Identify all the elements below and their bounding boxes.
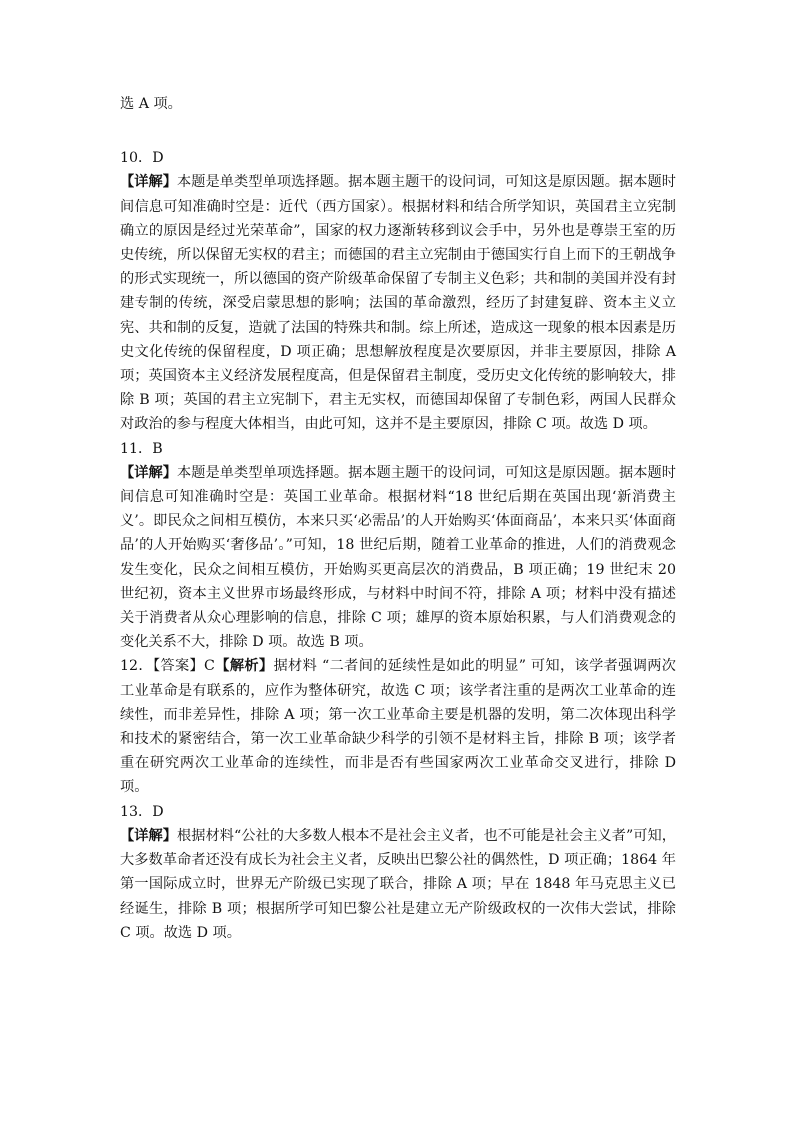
spacer xyxy=(120,116,676,146)
explain-tag: 【详解】 xyxy=(120,464,178,481)
question-12-explanation xyxy=(120,654,676,799)
answer-page xyxy=(120,92,676,945)
explain-text: 根据材料“公社的大多数人根本不是社会主义者，也不可能是社会主义者”可知，大多数革命者还没有成长为社会主义者，反映出巴黎公社的偶然性，D 项正确；1864 年第一国际成立时，世界无产阶级已实现了联合，排除 A 项；早在 1848 年马克思主义已经诞生，排除 B 项；根据所学可知巴黎公社是建立无产阶级政权的一次伟大尝试，排除 C 项。故选 D 项。 xyxy=(120,827,676,941)
question-11-answer: 11．B xyxy=(120,440,163,457)
explain-tag: 【解析】 xyxy=(214,658,274,675)
question-11-explanation xyxy=(120,461,676,655)
answer-fragment: 选 A 项。 xyxy=(120,96,182,112)
explain-tag: 【详解】 xyxy=(120,827,177,844)
question-10-answer: 10．D xyxy=(120,150,164,167)
explain-text: 本题是单类型单项选择题。据本题主题干的设问词，可知这是原因题。据本题时间信息可知准确时空是：近代（西方国家）。根据材料和结合所学知识，英国君主立宪制确立的原因是经过光荣革命”，国家的权力逐渐转移到议会手中，另外也是尊崇王室的历史传统，所以保留无实权的君主；而德国的君主立宪制由于德国实行自上而下的王朝战争的形式实现统一，所以德国的资产阶级革命保留了专制主义色彩；共和制的美国并没有封建专制的传统，深受启蒙思想的影响；法国的革命激烈，经历了封建复辟、资本主义立宪、共和制的反复，造就了法国的特殊共和制。综上所述，造成这一现象的根本因素是历史文化传统的保留程度，D 项正确；思想解放程度是次要原因，并非主要原因，排除 A 项；英国资本主义经济发展程度高，但是保留君主制度，受历史文化传统的影响较大，排除 B 项；英国的君主立宪制下，君主无实权，而德国却保留了专制色彩，两国人民群众对政治的参与程度大体相当，由此可知，这并不是主要原因，排除 C 项。故选 D 项。 xyxy=(120,174,676,433)
explain-text: 本题是单类型单项选择题。据本题主题干的设问词，可知这是原因题。据本题时间信息可知准确时空是：英国工业革命。根据材料“18 世纪后期在英国出现‘新消费主义’。即民众之间相互模仿，本来只买‘必需品’的人开始购买‘体面商品’，本来只买‘体面商品’的人开始购买‘奢侈品’。”可知，18 世纪后期，随着工业革命的推进，人们的消费观念发生变化，民众之间相互模仿，开始购买更高层次的消费品，B 项正确；19 世纪末 20 世纪初，资本主义世界市场最终形成，与材料中时间不符，排除 A 项；材料中没有描述关于消费者从众心理影响的信息，排除 C 项；雄厚的资本原始积累，与人们消费观念的变化关系不大，排除 D 项。故选 B 项。 xyxy=(120,464,676,651)
question-13-explanation xyxy=(120,824,676,945)
explain-text: 据材料 “二者间的延续性是如此的明显” 可知，该学者强调两次工业革命是有联系的，应作为整体研究，故选 C 项；该学者注重的是两次工业革命的连续性，而非差异性，排除 A 项；第一次工业革命主要是机器的发明，第二次体现出科学和技术的紧密结合，第一次工业革命缺少科学的引领不是材料主旨，排除 B 项；该学者重在研究两次工业革命的连续性，而非是否有些国家两次工业革命交叉进行，排除 D 项。 xyxy=(120,658,676,796)
question-10-explanation xyxy=(120,170,676,436)
question-12-answer: 12．【答案】C xyxy=(120,658,215,675)
explain-tag: 【详解】 xyxy=(120,174,178,191)
question-13-answer: 13．D xyxy=(120,803,164,820)
